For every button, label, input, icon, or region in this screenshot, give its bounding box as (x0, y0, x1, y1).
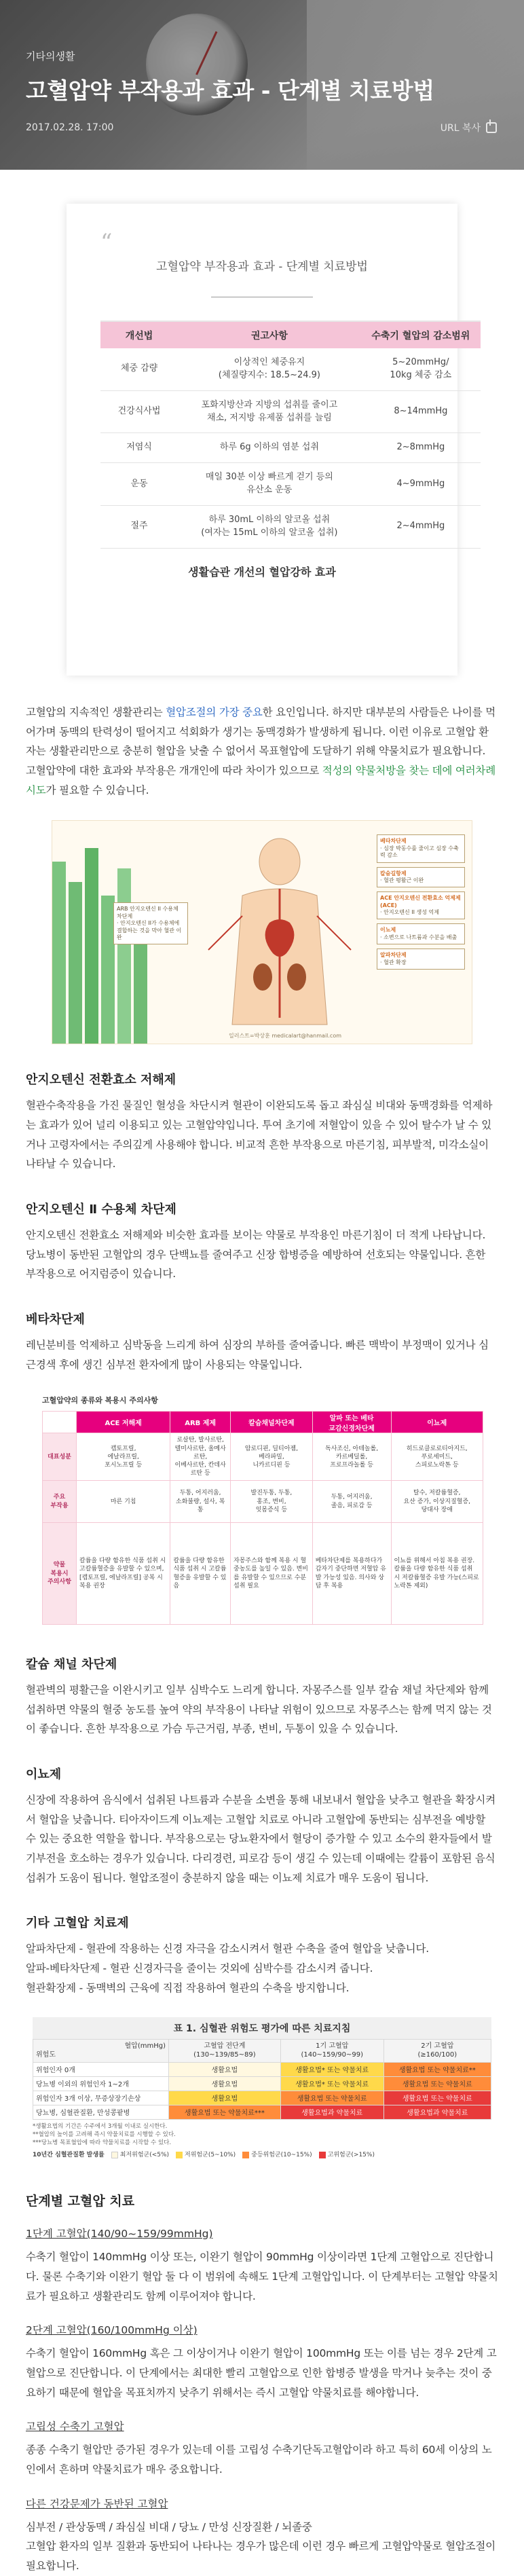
table-cell: 독사조신, 아테놀롤, 카르베딜롤, 프로프라놀롤 등 (312, 1433, 391, 1481)
stage-label: 다른 건강문제가 동반된 고혈압 (26, 2497, 168, 2510)
table-row (100, 463, 481, 506)
section-title: 안지오텐신 전환효소 저해제 (26, 1073, 176, 1088)
table-row (43, 1433, 483, 1481)
table-cell: 하루 30mL 이하의 알코올 섭취 (여자는 15mL 이하의 알코올 섭취) (178, 505, 361, 548)
callout-box: 칼슘길항제 · 혈관 평활근 이완 (377, 867, 465, 888)
stage-label: 고립성 수축기 고혈압 (26, 2421, 124, 2433)
summary-card (67, 204, 470, 676)
legend-item: 중등위험군(10~15%) (242, 2150, 312, 2158)
table-header: 1기 고혈압 (140~159/90~99) (280, 2039, 383, 2062)
table-caption: 생활습관 개선의 혈압강하 효과 (188, 565, 336, 578)
table-cell: 저염식 (100, 433, 178, 463)
table-cell: 생활요법 (169, 2091, 281, 2105)
section-text: 알파차단제 - 혈관에 작용하는 신경 자극을 감소시켜서 혈관 수축을 줄여 혈압을 낮춥니다. 알파-베타차단제 - 혈관 신경자극을 줄이는 것외에 심박수를 감소시켜 줍니다. 혈관확장제 - 동맥벽의 근육에 직접 작용하여 혈관의 수축을 방지합니다. (26, 1943, 429, 1994)
callout-box: 베타차단제 · 심장 박동수를 줄이고 심장 수축력 감소 (377, 834, 465, 862)
url-copy-label: URL 복사 (440, 123, 481, 134)
row-label: 대표성분 (43, 1433, 77, 1481)
risk-table-title: 표 1. 심혈관 위험도 평가에 따른 치료지침 (33, 2017, 491, 2039)
table-header: 이뇨제 (391, 1412, 483, 1433)
risk-legend (33, 2150, 491, 2158)
table-cell: 생활요법 또는 약물치료 (383, 2091, 491, 2105)
url-copy-button[interactable] (441, 121, 497, 134)
table-cell: 8~14mmHg (361, 390, 481, 433)
table-cell: 2~8mmHg (361, 433, 481, 463)
table-header: 고혈압 전단계 (130~139/85~89) (169, 2039, 281, 2062)
table-row (33, 2062, 491, 2076)
table-cell: 생활요법* 또는 약물치료 (280, 2062, 383, 2076)
article-body (0, 204, 524, 2576)
section-text: 안지오텐신 전환효소 저해제와 비슷한 효과를 보이는 약물로 부작용인 마른기침이 더 적게 나타납니다. 당뇨병이 동반된 고혈압의 경우 단백뇨를 줄여주고 신장 합병증을 예방하여 선호되는 약물입니다. 흔한 부작용으로 어지럼증이 있습니다. (26, 1229, 486, 1281)
row-label: 위험인자 3개 이상, 무증상장기손상 (33, 2091, 169, 2105)
table-cell: 생활요법* 또는 약물치료 (280, 2076, 383, 2091)
table-cell: 베타차단제를 복용하다가 갑자기 중단하면 저혈압 유발 가능성 있음. 의사와 상담 후 복용 (312, 1523, 391, 1625)
table-cell: 운동 (100, 463, 178, 506)
table-cell: 이상적인 체중유지 (체질량지수: 18.5~24.9) (178, 348, 361, 390)
stage-text: 수축기 혈압이 160mmHg 혹은 그 이상이거나 이완기 혈압이 100mmHg 또는 이를 넘는 경우 2단계 고혈압으로 진단합니다. 이 단계에서는 최대한 빨리 고혈압으로 인한 합병증 발생을 막거나 늦추는 것이 중요하기 때문에 혈압을 목표치까지 낮추기 위해서는 즉시 고혈압 약물치료를 해야합니다. (26, 2347, 497, 2399)
table-cell: 로살탄, 발사르탄, 텔미사르탄, 올메사르탄, 이베사르탄, 칸데사르탄 등 (170, 1433, 231, 1481)
table-header: 2기 고혈압 (≥160/100) (383, 2039, 491, 2062)
table-cell: 생활요법 (169, 2076, 281, 2091)
section-title: 칼슘 채널 차단제 (26, 1657, 117, 1672)
risk-table (33, 2039, 491, 2120)
table-cell: 두통, 어지러움, 소화불량, 설사, 복통 (170, 1481, 231, 1523)
section-title: 기타 고혈압 치료제 (26, 1916, 129, 1931)
quote-mark: “ (100, 229, 113, 256)
risk-table-figure (33, 2017, 491, 2159)
legend-item: 최저위험군(<5%) (111, 2150, 169, 2158)
table-row (33, 2105, 491, 2119)
table-cell: 건강식사법 (100, 390, 178, 433)
callout-box: 알파차단제 · 혈관 확장 (377, 949, 465, 970)
legend-item: 저위험군(5~10%) (176, 2150, 236, 2158)
corner-header: 혈압(mmHg) 위험도 (33, 2039, 169, 2062)
table-cell: 두통, 어지러움, 졸음, 피로감 등 (312, 1481, 391, 1523)
stage-label: 2단계 고혈압(160/100mmHg 이상) (26, 2324, 198, 2337)
table-cell: 생활요법 (169, 2062, 281, 2076)
lifestyle-table (100, 320, 481, 549)
table-cell: 생활요법과 약물치료 (280, 2105, 383, 2119)
stage-text: 수축기 혈압이 140mmHg 이상 또는, 이완기 혈압이 90mmHg 이상이라면 1단계 고혈압으로 진단합니다. 물론 수축기와 이완기 혈압 둘 다 이 범위에 속해도 1단계 고혈압입니다. 이 단계부터는 고혈압 약물치료가 필요하고 생활관리도 함께 이루어져야 합니다. (26, 2251, 498, 2302)
table-cell: 매일 30분 이상 빠르게 걷기 등의 유산소 운동 (178, 463, 361, 506)
stage-text: 종종 수축기 혈압만 증가된 경우가 있는데 이를 고립성 수축기단독고혈압이라 하고 특히 60세 이상의 노인에서 흔하며 약물치료가 매우 중요합니다. (26, 2444, 492, 2476)
drug-table (42, 1411, 483, 1625)
drug-mechanism-illustration (52, 820, 472, 1044)
table-cell: 생활요법 또는 약물치료*** (169, 2105, 281, 2119)
section-text: 혈관벽의 평활근을 이완시키고 일부 심박수도 느리게 합니다. 자몽주스를 일부 칼슘 채널 차단제와 함께 섭취하면 약물의 혈중 농도를 높여 약의 부작용이 나타날 위험이 있으므로 자몽주스는 함께 먹지 않는 것이 좋습니다. 흔한 부작용으로 가슴 두근거림, 부종, 변비, 두통이 있을 수 있습니다. (26, 1684, 492, 1735)
intro-paragraph: 고혈압의 지속적인 생활관리는 혈압조절의 가장 중요한 요인입니다. 하지만 대부분의 사람들은 나이를 먹어가며 동맥의 탄력성이 떨어지고 석회화가 생기는 동맥경화가 발생하게 됩니다. 이런 이유로 고혈압 환자는 생활관리만으로 충분히 혈압을 낮출 수 없어서 목표혈압에 도달하기 위해 약물치료가 필요합니다. 고혈압약에 대한 효과와 부작용은 개개인에 따라 차이가 있으므로 적성의 약물처방을 찾는 데에 여러차례 시도가 필요할 수 있습니다. (26, 706, 495, 796)
table-cell: 생활요법과 약물치료 (383, 2105, 491, 2119)
table-cell: 생활요법 또는 약물치료 (280, 2091, 383, 2105)
table-cell: 포화지방산과 지방의 섭취를 줄이고 채소, 저지방 유제품 섭취를 늘림 (178, 390, 361, 433)
row-label: 당뇨병, 심혈관질환, 만성콩팥병 (33, 2105, 169, 2119)
callout-box: 이뇨제 · 소변으로 나트륨과 수분을 배출 (377, 923, 465, 944)
table-cell: 이뇨를 위해서 아침 복용 권장. 칼륨을 다량 함유한 식품 섭취 시 저칼륨혈증 유발 가능(스피로노락톤 제외) (391, 1523, 483, 1625)
section-text: 신장에 작용하여 음식에서 섭취된 나트륨과 수분을 소변을 통해 내보내서 혈압을 낮추고 혈관을 확장시켜서 혈압을 낮춥니다. 티아자이드계 이뇨제는 고혈압 치료로 아니라 고혈압에 동반되는 심부전을 예방할 수 있는 중요한 역할을 합니다. 부작용으로는 당뇨환자에서 혈당이 증가할 수 있고 소수의 환자들에서 발기부전을 호소하는 경우가 있습니다. 다리경련, 피로감 등이 생길 수 있는데 이때에는 칼륨이 포함된 음식 섭취가 도움이 됩니다. 혈압조절이 충분하지 않을 때는 이뇨제 치료가 매우 도움이 됩니다. (26, 1794, 495, 1884)
table-cell: 칼륨을 다량 함유한 식품 섭취 시 고칼륨혈증을 유발할 수 있음 (170, 1523, 231, 1625)
row-label: 주요 부작용 (43, 1481, 77, 1523)
drug-table-figure (42, 1395, 483, 1625)
table-cell: 히드로클로로티아지드, 푸로세미드, 스피로노락톤 등 (391, 1433, 483, 1481)
table-cell: 5~20mmHg/ 10kg 체중 감소 (361, 348, 481, 390)
illustration-credit: 일러스트=박상훈 medicalart@hanmail.com (229, 1033, 342, 1039)
table-cell: 체중 감량 (100, 348, 178, 390)
callout-box: ACE 안지오텐신 전환효소 억제제(ACE) · 안지오텐신 II 생성 억제 (377, 891, 465, 919)
highlight-text: 혈압조절의 가장 중요 (166, 706, 263, 718)
row-label: 위험인자 0개 (33, 2062, 169, 2076)
section-title: 이뇨제 (26, 1767, 62, 1782)
table-row (33, 2091, 491, 2105)
table-row (100, 505, 481, 548)
hero-header (0, 0, 524, 170)
stage-text: 심부전 / 관상동맥 / 좌심실 비대 / 당뇨 / 만성 신장질환 / 뇌졸중 고혈압 환자의 일부 질환과 동반되어 나타나는 경우가 많은데 이런 경우 빠르게 고혈압약물로 혈압조절이 필요합니다. (26, 2520, 495, 2573)
table-row (43, 1481, 483, 1523)
table-header: 권고사항 (178, 321, 361, 348)
summary-card-title: 고혈압약 부작용과 효과 - 단계별 치료방법 (156, 260, 368, 274)
legend-item: 고위험군(>15%) (319, 2150, 375, 2158)
table-header: 알파 또는 베타 교감신경차단제 (312, 1412, 391, 1433)
table-cell: 캡토프릴, 에날라프릴, 포시노프릴 등 (77, 1433, 170, 1481)
highlight-text: 적성의 약물처방을 찾는 데에 여러차례 시도 (26, 765, 495, 796)
table-header: 개선법 (100, 321, 178, 348)
table-cell: 마른 기침 (77, 1481, 170, 1523)
table-cell: 생활요법 또는 약물치료** (383, 2062, 491, 2076)
table-cell: 자몽주스와 함께 복용 시 혈중농도를 높일 수 있음. 변비를 유발할 수 있으므로 수분 섭취 필요 (231, 1523, 313, 1625)
table-cell: 암로디핀, 딜티아젬, 베라파밀, 니카르디핀 등 (231, 1433, 313, 1481)
legend-title: 10년간 심혈관질환 발생률 (33, 2152, 105, 2159)
table-cell: 4~9mmHg (361, 463, 481, 506)
section-title: 단계별 고혈압 치료 (26, 2194, 135, 2209)
section-title: 베타차단제 (26, 1312, 85, 1327)
table-row (33, 2076, 491, 2091)
table-row (43, 1523, 483, 1625)
table-header: 칼슘채널차단제 (231, 1412, 313, 1433)
table-cell: 발진두통, 두통, 홍조, 변비, 잇몸증식 등 (231, 1481, 313, 1523)
table-cell: 하루 6g 이하의 염분 섭취 (178, 433, 361, 463)
table-cell: 칼륨을 다량 함유한 식품 섭취 시 고칼륨혈증을 유발할 수 있으며, [캡토프릴, 에날라프릴] 공복 시 복용 권장 (77, 1523, 170, 1625)
table-row (100, 348, 481, 390)
human-body-icon (195, 834, 364, 1031)
table-footnotes: *생활요법의 기간은 수주에서 3개월 이내로 실시한다. **혈압의 높이를 고려해 즉시 약물치료를 시행할 수 있다. ***당뇨병 목표혈압에 따라 약물치료를 시작할 수 있다. (33, 2122, 176, 2147)
table-header: 수축기 혈압의 감소범위 (361, 321, 481, 348)
section-text: 혈관수축작용을 가진 물질인 혈성을 차단시켜 혈관이 이완되도록 돕고 좌심실 비대와 동맥경화를 억제하는 효과가 있어 널리 이용되고 있는 고혈압약입니다. 투여 초기에 저혈압이 있을 수 있어 탈수가 날 수 있거나 고령자에서는 주의깊게 사용해야 합니다. 비교적 흔한 부작용으로 마른기침, 피부발적, 미각소실이 나타날 수 있습니다. (26, 1099, 493, 1171)
table-row (100, 433, 481, 463)
table-cell: 탈수, 저칼륨혈증, 요산 증가, 이상지질혈증, 당대사 장애 (391, 1481, 483, 1523)
stage-label: 1단계 고혈압(140/90~159/99mmHg) (26, 2228, 213, 2241)
table-row (100, 390, 481, 433)
post-title: 고혈압약 부작용과 효과 - 단계별 치료방법 (26, 77, 434, 104)
row-label: 당뇨병 이외의 위험인자 1~2개 (33, 2076, 169, 2091)
share-icon (486, 122, 497, 133)
table-header: ARB 제제 (170, 1412, 231, 1433)
table-cell: 2~4mmHg (361, 505, 481, 548)
row-label: 약물 복용시 주의사항 (43, 1523, 77, 1625)
table-cell: 절주 (100, 505, 178, 548)
table-cell: 생활요법 또는 약물치료 (383, 2076, 491, 2091)
section-text: 레닌분비를 억제하고 심박동을 느리게 하여 심장의 부하를 줄여줍니다. 빠른 맥박이 부정맥이 있거나 심근경색 후에 생긴 심부전 환자에게 많이 사용되는 약물입니다. (26, 1339, 489, 1371)
table-header: ACE 저해제 (77, 1412, 170, 1433)
drug-table-title: 고혈압약의 종류와 복용시 주의사항 (42, 1396, 158, 1405)
post-category[interactable]: 기타의생활 (26, 50, 75, 62)
callout-box: ARB 안지오텐신 II 수용체 차단제 · 안지오텐신 II가 수용체에 결합하는 것을 막아 혈관 이완 (113, 902, 188, 944)
section-title: 안지오텐신 Ⅱ 수용체 차단제 (26, 1202, 176, 1217)
callout-column (377, 834, 465, 974)
post-date: 2017.02.28. 17:00 (26, 122, 114, 133)
